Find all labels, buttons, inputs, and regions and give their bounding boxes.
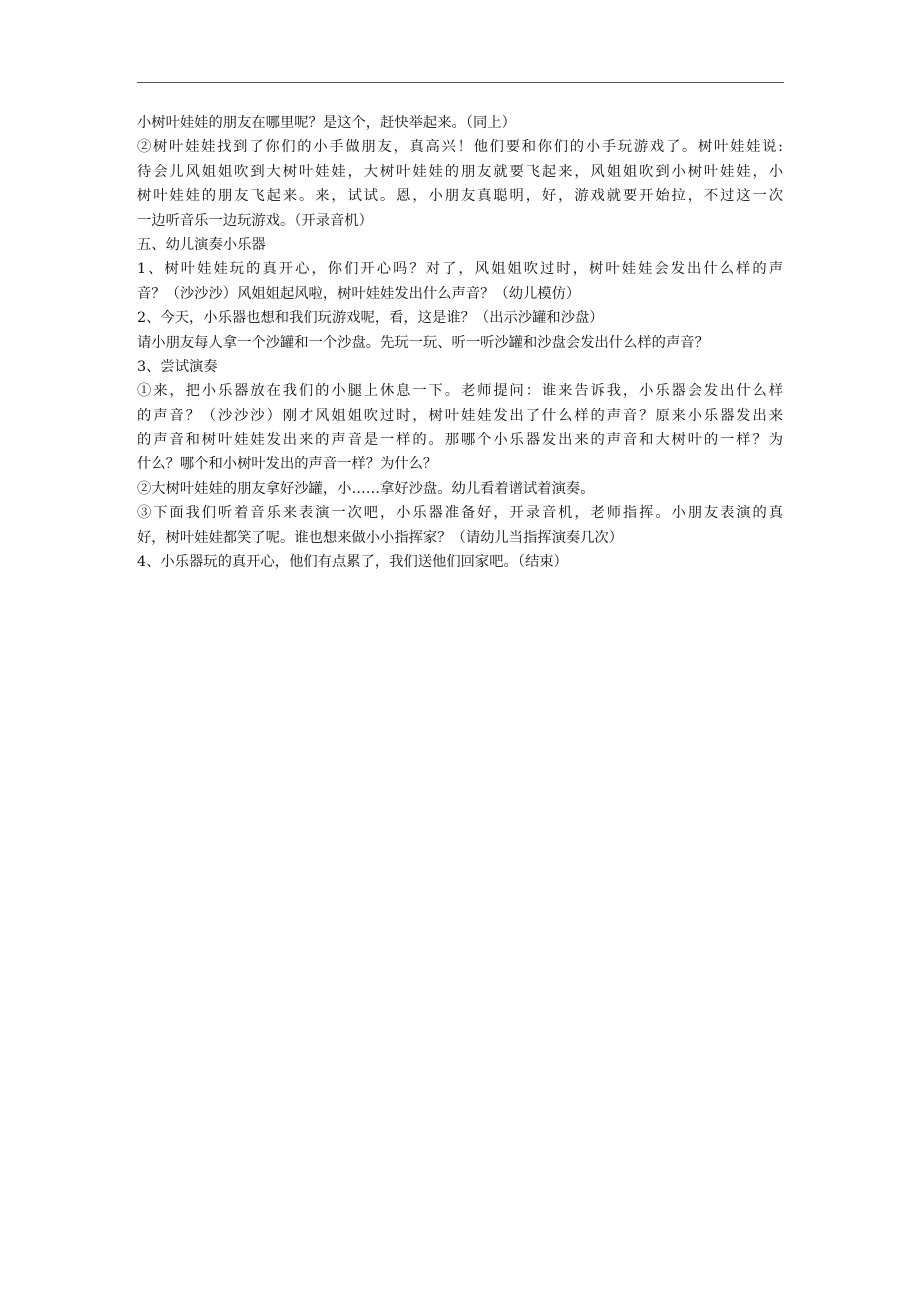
text-line: 的声音和树叶娃娃发出来的声音是一样的。那哪个小乐器发出来的声音和大树叶的一样？为 (137, 432, 783, 449)
text-line: 树叶娃娃的朋友飞起来。来，试试。恩，小朋友真聪明，好，游戏就要开始拉，不过这一次 (137, 188, 783, 205)
text-line: 五、幼儿演奏小乐器 (137, 236, 266, 253)
text-line: 请小朋友每人拿一个沙罐和一个沙盘。先玩一玩、听一听沙罐和沙盘会发出什么样的声音？ (137, 334, 709, 351)
text-line: ②大树叶娃娃的朋友拿好沙罐，小……拿好沙盘。幼儿看着谱试着演奏。 (137, 480, 595, 497)
text-line: ②树叶娃娃找到了你们的小手做朋友，真高兴！他们要和你们的小手玩游戏了。树叶娃娃说: (137, 139, 783, 156)
text-line: 的声音？（沙沙沙）刚才风姐姐吹过时，树叶娃娃发出了什么样的声音？原来小乐器发出来 (137, 407, 783, 424)
text-line: 什么？哪个和小树叶发出的声音一样？为什么？ (137, 456, 438, 473)
text-line: ①来，把小乐器放在我们的小腿上休息一下。老师提问：谁来告诉我，小乐器会发出什么样 (137, 383, 783, 400)
text-line: ③下面我们听着音乐来表演一次吧，小乐器准备好，开录音机，老师指挥。小朋友表演的真 (137, 505, 783, 522)
text-line: 2、今天，小乐器也想和我们玩游戏呢，看，这是谁？（出示沙罐和沙盘） (137, 310, 604, 327)
text-line: 好，树叶娃娃都笑了呢。谁也想来做小小指挥家？（请幼儿当指挥演奏几次） (137, 529, 624, 546)
document-body (137, 111, 783, 574)
text-line: 4、小乐器玩的真开心，他们有点累了，我们送他们回家吧。（结束） (137, 554, 568, 571)
text-line: 一边听音乐一边玩游戏。（开录音机） (137, 212, 373, 229)
text-line: 1、树叶娃娃玩的真开心，你们开心吗？对了，风姐姐吹过时，树叶娃娃会发出什么样的声 (137, 261, 783, 278)
header-rule (137, 82, 784, 83)
text-line: 音？（沙沙沙）风姐姐起风啦，树叶娃娃发出什么声音？（幼儿模仿） (137, 285, 581, 302)
text-line: 3、尝试演奏 (137, 358, 218, 375)
text-line: 待会儿风姐姐吹到大树叶娃娃，大树叶娃娃的朋友就要飞起来，风姐姐吹到小树叶娃娃，小 (137, 163, 783, 180)
text-line: 小树叶娃娃的朋友在哪里呢？是这个，赶快举起来。（同上） (137, 115, 516, 131)
